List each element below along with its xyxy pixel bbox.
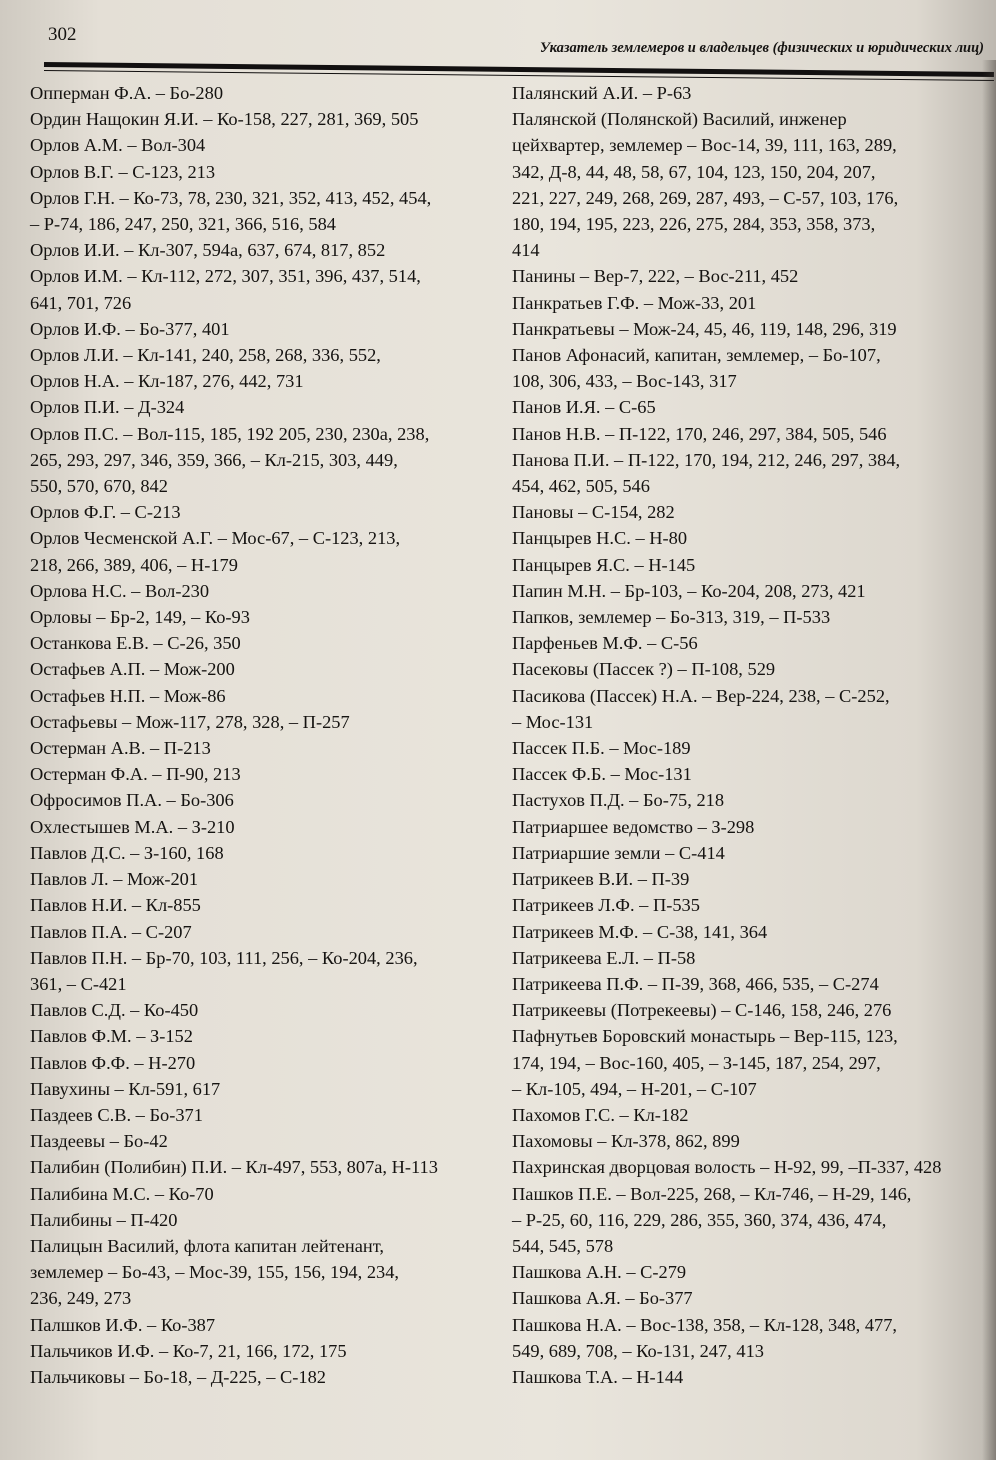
index-entry: [30, 132, 492, 158]
index-entry: [512, 316, 974, 342]
index-entry: [512, 499, 974, 525]
index-entry-line: Охлестышев М.А. – З-210: [30, 816, 235, 837]
index-entry-line: 549, 689, 708, – Ко-131, 247, 413: [512, 1340, 764, 1361]
index-entry: [30, 1128, 492, 1154]
index-entry-line: Павлов Ф.Ф. – Н-270: [30, 1052, 196, 1073]
index-entry-line: Орлов Чесменской А.Г. – Мос-67, – С-123, 213,: [30, 528, 401, 549]
index-entry: [512, 814, 974, 840]
index-entry-line: 108, 306, 433, – Вос-143, 317: [512, 371, 737, 392]
index-entry: [30, 421, 492, 500]
index-entry: [30, 840, 492, 866]
index-entry-line: – Мос-131: [512, 711, 594, 732]
index-entry: [30, 866, 492, 892]
index-entry-line: Палянской (Полянской) Василий, инженер: [512, 109, 847, 130]
index-entry: [30, 499, 492, 525]
index-entry-line: Пальчиковы – Бо-18, – Д-225, – С-182: [30, 1366, 326, 1387]
index-entry-line: Орловы – Бр-2, 149, – Ко-93: [30, 607, 250, 628]
index-entry-line: Патрикеевы (Потрекеевы) – С-146, 158, 246, 276: [512, 1000, 892, 1021]
index-entry-line: Палицын Василий, флота капитан лейтенант,: [30, 1235, 384, 1256]
index-entry-line: Патрикеева Е.Л. – П-58: [512, 947, 696, 968]
index-entry-line: Орлова Н.С. – Вол-230: [30, 580, 210, 601]
index-entry: [512, 290, 974, 316]
index-entry: [512, 840, 974, 866]
index-entry: [30, 1207, 492, 1233]
index-entry: [512, 945, 974, 971]
index-entry-line: Орлов Л.И. – Кл-141, 240, 258, 268, 336, 552,: [30, 345, 381, 366]
index-entry-line: Пасековы (Пассек ?) – П-108, 529: [512, 659, 776, 680]
index-entry: [512, 866, 974, 892]
index-entry: [512, 604, 974, 630]
index-entry-line: Панов Н.В. – П-122, 170, 246, 297, 384, 505, 546: [512, 423, 887, 444]
index-entry-line: Павлов Д.С. – З-160, 168: [30, 842, 224, 863]
index-entry-line: Остерман Ф.А. – П-90, 213: [30, 764, 241, 785]
index-entry-line: Павлов Н.И. – Кл-855: [30, 895, 201, 916]
index-entry-line: Орлов П.С. – Вол-115, 185, 192 205, 230, 230а, 238,: [30, 423, 430, 444]
index-entry: [512, 761, 974, 787]
index-entry: [512, 106, 974, 263]
index-entry-line: Папин М.Н. – Бр-103, – Ко-204, 208, 273, 421: [512, 580, 866, 601]
index-entry-line: Пахомовы – Кл-378, 862, 899: [512, 1131, 740, 1152]
index-entry: [30, 1076, 492, 1102]
index-entry-line: цейхвартер, землемер – Вос-14, 39, 111, 163, 289,: [512, 135, 897, 156]
index-entry: [30, 237, 492, 263]
index-entry-line: 218, 266, 389, 406, – Н-179: [30, 554, 238, 575]
index-entry-line: Патриаршее ведомство – З-298: [512, 816, 755, 837]
index-entry: [30, 1364, 492, 1390]
index-entry: [512, 971, 974, 997]
index-entry: [512, 1102, 974, 1128]
index-entry-line: Пальчиков И.Ф. – Ко-7, 21, 166, 172, 175: [30, 1340, 347, 1361]
index-entry: [30, 1023, 492, 1049]
index-entry-line: Палибины – П-420: [30, 1209, 178, 1230]
index-entry-line: Паздеев С.В. – Бо-371: [30, 1104, 203, 1125]
index-entry-line: Патрикеев Л.Ф. – П-535: [512, 895, 700, 916]
index-entry: [512, 552, 974, 578]
index-entry-line: землемер – Бо-43, – Мос-39, 155, 156, 194, 234,: [30, 1262, 399, 1283]
index-entry-line: Патрикеева П.Ф. – П-39, 368, 466, 535, – С-274: [512, 973, 879, 994]
index-entry: [30, 394, 492, 420]
page-binding-shadow: [982, 60, 996, 1460]
index-entry-line: Орлов И.Ф. – Бо-377, 401: [30, 318, 230, 339]
index-entry: [30, 892, 492, 918]
index-entry-line: – Р-25, 60, 116, 229, 286, 355, 360, 374, 436, 474,: [512, 1209, 887, 1230]
index-entry-line: – Р-74, 186, 247, 250, 321, 366, 516, 584: [30, 214, 337, 235]
index-entry: [30, 709, 492, 735]
index-entry: [512, 525, 974, 551]
index-entry-line: Павлов Л. – Мож-201: [30, 869, 199, 890]
index-entry: [512, 656, 974, 682]
index-entry: [512, 447, 974, 499]
index-entry-line: Патрикеев В.И. – П-39: [512, 869, 690, 890]
index-entry-line: 414: [512, 240, 540, 261]
index-entry: [30, 578, 492, 604]
index-entry-line: Остафьевы – Мож-117, 278, 328, – П-257: [30, 711, 350, 732]
index-entry: [30, 604, 492, 630]
index-entry-line: Палшков И.Ф. – Ко-387: [30, 1314, 216, 1335]
index-entry: [30, 80, 492, 106]
index-entry: [30, 735, 492, 761]
index-entry-line: Орлов И.М. – Кл-112, 272, 307, 351, 396, 437, 514,: [30, 266, 421, 287]
index-entry: [30, 630, 492, 656]
index-entry-line: Опперман Ф.А. – Бо-280: [30, 83, 224, 103]
index-entry: [512, 1181, 974, 1260]
index-entry-line: Пассек П.Б. – Мос-189: [512, 738, 691, 759]
index-entry-line: Пахринская дворцовая волость – Н-92, 99, –П-337, 428: [512, 1157, 942, 1178]
index-entry: [512, 1128, 974, 1154]
index-entry-line: Пановы – С-154, 282: [512, 502, 675, 523]
index-entry: [512, 1023, 974, 1102]
index-entry-line: Орлов П.И. – Д-324: [30, 397, 185, 418]
index-entry: [512, 787, 974, 813]
index-entry: [512, 394, 974, 420]
index-entry: [30, 761, 492, 787]
index-entry: [512, 342, 974, 394]
running-head: Указатель землемеров и владельцев (физических и юридических лиц): [539, 40, 984, 56]
index-entry-line: 544, 545, 578: [512, 1235, 614, 1256]
index-entry-line: 265, 293, 297, 346, 359, 366, – Кл-215, 303, 449,: [30, 449, 398, 470]
index-entry-line: Орлов А.М. – Вол-304: [30, 135, 206, 156]
index-entry: [30, 1233, 492, 1312]
index-entry-line: Панов И.Я. – С-65: [512, 397, 656, 418]
page-number: 302: [48, 24, 77, 45]
index-entry: [512, 263, 974, 289]
index-entry: [30, 342, 492, 368]
index-entry-line: 221, 227, 249, 268, 269, 287, 493, – С-57, 103, 176,: [512, 187, 899, 208]
index-entry-line: Остафьев А.П. – Мож-200: [30, 659, 235, 680]
index-entry: [30, 185, 492, 237]
index-entry-line: Пашкова А.Н. – С-279: [512, 1262, 687, 1283]
index-entry-line: Пашкова Т.А. – Н-144: [512, 1366, 684, 1387]
index-entry-line: Панов Афонасий, капитан, землемер, – Бо-107,: [512, 345, 881, 366]
index-entry-line: Орлов Н.А. – Кл-187, 276, 442, 731: [30, 371, 304, 392]
index-entry: [512, 997, 974, 1023]
index-entry-line: Пассек Ф.Б. – Мос-131: [512, 764, 692, 785]
index-entry-line: 361, – С-421: [30, 973, 127, 994]
index-entry: [30, 263, 492, 315]
index-entry-line: Патрикеев М.Ф. – С-38, 141, 364: [512, 921, 768, 942]
index-entry-line: 454, 462, 505, 546: [512, 476, 650, 497]
index-entry: [30, 106, 492, 132]
index-entry-line: 342, Д-8, 44, 48, 58, 67, 104, 123, 150, 204, 207,: [512, 161, 876, 182]
index-entry: [512, 1154, 974, 1180]
index-entry-line: Папков, землемер – Бо-313, 319, – П-533: [512, 607, 831, 628]
index-entry: [30, 945, 492, 997]
index-entry: [512, 421, 974, 447]
index-entry: [512, 630, 974, 656]
index-entry-line: Пашкова А.Я. – Бо-377: [512, 1288, 693, 1309]
index-entry-line: Павлов Ф.М. – З-152: [30, 1026, 193, 1047]
index-entry: [512, 1259, 974, 1285]
index-entry: [30, 656, 492, 682]
index-entry: [512, 578, 974, 604]
index-entry: [30, 1312, 492, 1338]
index-entry-line: Палибин (Полибин) П.И. – Кл-497, 553, 807а, Н-113: [30, 1157, 438, 1178]
index-column-left: [30, 80, 492, 1390]
index-entry-line: 236, 249, 273: [30, 1288, 132, 1309]
index-entry-line: Панкратьев Г.Ф. – Мож-33, 201: [512, 292, 757, 313]
index-entry-line: Пашков П.Е. – Вол-225, 268, – Кл-746, – Н-29, 146,: [512, 1183, 912, 1204]
index-entry-line: Панцырев Н.С. – Н-80: [512, 528, 688, 549]
index-entry: [30, 159, 492, 185]
index-entry-line: 180, 194, 195, 223, 226, 275, 284, 353, 358, 373,: [512, 214, 876, 235]
index-entry-line: Павлов П.Н. – Бр-70, 103, 111, 256, – Ко-204, 236,: [30, 947, 418, 968]
index-entry-line: Останкова Е.В. – С-26, 350: [30, 633, 241, 654]
index-entry-line: Орлов Г.Н. – Ко-73, 78, 230, 321, 352, 413, 452, 454,: [30, 187, 432, 208]
index-entry-line: Павухины – Кл-591, 617: [30, 1078, 221, 1099]
index-entry: [512, 919, 974, 945]
index-entry: [30, 1154, 492, 1180]
index-entry-line: Пашкова Н.А. – Вос-138, 358, – Кл-128, 348, 477,: [512, 1314, 898, 1335]
index-entry: [30, 1338, 492, 1364]
index-entry-line: Панкратьевы – Мож-24, 45, 46, 119, 148, 296, 319: [512, 318, 897, 339]
index-entry-line: Палибина М.С. – Ко-70: [30, 1183, 214, 1204]
index-entry-line: Панцырев Я.С. – Н-145: [512, 554, 696, 575]
index-entry-line: Офросимов П.А. – Бо-306: [30, 790, 234, 811]
index-entry-line: Павлов П.А. – С-207: [30, 921, 192, 942]
index-entry: [512, 683, 974, 735]
index-entry: [30, 997, 492, 1023]
index-entry: [512, 892, 974, 918]
index-entry-line: – Кл-105, 494, – Н-201, – С-107: [512, 1078, 757, 1099]
index-entry: [512, 735, 974, 761]
index-entry-line: 174, 194, – Вос-160, 405, – З-145, 187, 254, 297,: [512, 1052, 881, 1073]
index-entry: [30, 368, 492, 394]
index-entry-line: Паздеевы – Бо-42: [30, 1131, 168, 1152]
index-entry-line: Орлов В.Г. – С-123, 213: [30, 161, 216, 182]
index-entry-line: Палянский А.И. – Р-63: [512, 83, 692, 103]
index-entry-line: Патриаршие земли – С-414: [512, 842, 725, 863]
index-entry: [30, 787, 492, 813]
index-entry-line: Остафьев Н.П. – Мож-86: [30, 685, 226, 706]
index-entry-line: Пафнутьев Боровский монастырь – Вер-115, 123,: [512, 1026, 898, 1047]
index-entry-line: Пастухов П.Д. – Бо-75, 218: [512, 790, 725, 811]
index-entry-line: Остерман А.В. – П-213: [30, 738, 211, 759]
index-entry-line: Парфеньев М.Ф. – С-56: [512, 633, 698, 654]
index-entry: [512, 1285, 974, 1311]
index-entry-line: Павлов С.Д. – Ко-450: [30, 1000, 199, 1021]
index-entry-line: 550, 570, 670, 842: [30, 476, 168, 497]
index-entry: [30, 919, 492, 945]
index-entry-line: Ордин Нащокин Я.И. – Ко-158, 227, 281, 369, 505: [30, 109, 419, 130]
index-entry-line: Орлов Ф.Г. – С-213: [30, 502, 181, 523]
index-entry-line: Панины – Вер-7, 222, – Вос-211, 452: [512, 266, 799, 287]
index-entry-line: Орлов И.И. – Кл-307, 594а, 637, 674, 817, 852: [30, 240, 386, 261]
index-entry-line: 641, 701, 726: [30, 292, 132, 313]
index-entry: [30, 1050, 492, 1076]
index-entry: [30, 525, 492, 577]
index-entry: [512, 1364, 974, 1390]
index-entry: [30, 1181, 492, 1207]
index-entry: [30, 683, 492, 709]
index-entry: [30, 1102, 492, 1128]
index-entry-line: Пахомов Г.С. – Кл-182: [512, 1104, 689, 1125]
index-entry-line: Панова П.И. – П-122, 170, 194, 212, 246, 297, 384,: [512, 449, 901, 470]
index-entry: [30, 316, 492, 342]
index-entry-line: Пасикова (Пассек) Н.А. – Вер-224, 238, – С-252,: [512, 685, 890, 706]
index-entry: [30, 814, 492, 840]
index-column-right: [512, 80, 974, 1390]
index-entry: [512, 80, 974, 106]
index-entry: [512, 1312, 974, 1364]
